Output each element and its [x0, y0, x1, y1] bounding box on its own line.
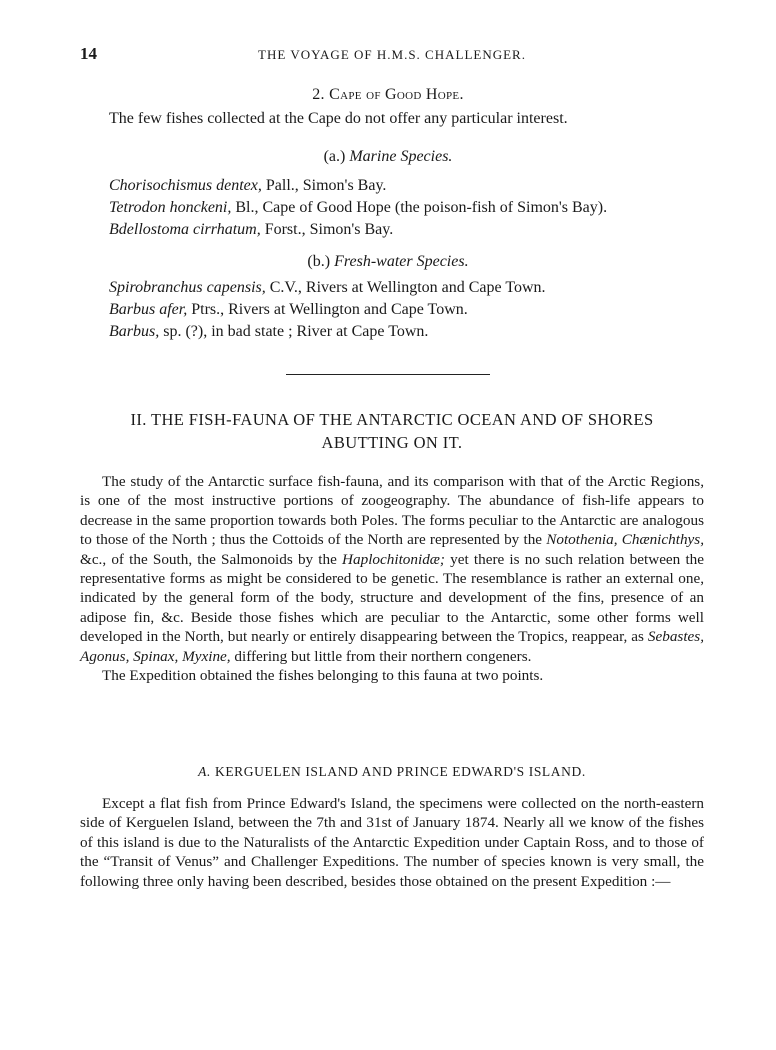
- section-title-line: II. THE FISH-FAUNA OF THE ANTARCTIC OCEAN AND OF SHORES: [130, 410, 654, 429]
- species-name: Spirobranchus capensis,: [109, 279, 266, 296]
- paragraph-kerguelen: Except a flat fish from Prince Edward's Island, the specimens were collected on the north-eastern side of Kerguelen Island, between the 7th and 31st of January 1874. Nearly all we know of the fishes of this island is due to the Naturalists of the Antarctic Expedition under Captain Ross, and to those of the “Transit of Venus” and Challenger Expeditions. The number of species known is very small, the following three only having been described, besides those obtained on the present Expedition :—: [80, 795, 704, 890]
- fresh-heading-label: Fresh-water Species.: [334, 253, 469, 270]
- cape-section-title: 2. Cape of Good Hope.: [312, 86, 464, 103]
- species-name: Barbus,: [109, 323, 160, 340]
- page-header: [80, 44, 704, 70]
- fresh-water-species-heading: [0, 253, 776, 271]
- species-entry: [109, 299, 546, 321]
- subsection-title: [80, 764, 704, 780]
- species-entry: [109, 321, 546, 343]
- species-locality: Ptrs., Rivers at Wellington and Cape Town.: [187, 301, 468, 318]
- species-locality: sp. (?), in bad state ; River at Cape Town.: [159, 323, 429, 340]
- body-paragraphs: [80, 472, 704, 685]
- species-name: Barbus afer,: [109, 301, 188, 318]
- cape-intro: The few fishes collected at the Cape do not offer any particular interest.: [109, 110, 568, 127]
- fresh-heading-prefix: (b.): [307, 253, 331, 270]
- marine-species-heading: [0, 148, 776, 166]
- text-run: The study of the Antarctic surface fish-fauna, and its comparison with that of the Arctic Regions, is one of the most instructive portions of zoogeography. The abundance of fish-life appears to decrease in the same proportion towards both Poles. The forms peculiar to the Antarctic are analogous to those of the North ; thus the Cottoids of the North are represented by the: [80, 473, 704, 549]
- taxon-name: Chænichthys,: [621, 531, 704, 549]
- species-locality: C.V., Rivers at Wellington and Cape Town.: [265, 279, 546, 296]
- kerguelen-paragraph-block: [80, 794, 704, 891]
- species-name: Bdellostoma cirrhatum,: [109, 221, 261, 238]
- text-run: differing but little from their northern congeners.: [230, 647, 532, 665]
- marine-heading-label: Marine Species.: [349, 148, 453, 165]
- section-title: [80, 408, 704, 454]
- section-divider: [286, 374, 490, 375]
- species-entry: [109, 277, 546, 299]
- text-run: yet there is no such relation between the representative forms as might be considered to be genetic. The resemblance is rather an external one, indicated by the general form of the body, structure and development of the fins, presence of an adipose fin, &c. Beside those fishes which are peculiar to the Antarctic, some other forms well developed in the North, but nearly or entirely disappearing between the Tropics, reappear, as: [80, 550, 704, 646]
- taxon-name: Sebastes, Agonus, Spinax, Myxine,: [80, 628, 704, 665]
- species-entry: [109, 219, 607, 241]
- subsection-title-text: KERGUELEN ISLAND AND PRINCE EDWARD'S ISLAND.: [211, 764, 586, 779]
- marine-species-list: [109, 175, 607, 241]
- taxon-name: Haplochitonidæ;: [342, 550, 445, 568]
- species-locality: Bl., Cape of Good Hope (the poison-fish of Simon's Bay).: [231, 199, 608, 216]
- species-name: Tetrodon honckeni,: [109, 199, 232, 216]
- text-run: &c., of the South, the Salmonoids by the: [80, 550, 343, 568]
- species-locality: Forst., Simon's Bay.: [260, 221, 394, 238]
- fresh-water-species-list: [109, 277, 546, 343]
- species-entry: [109, 197, 607, 219]
- species-name: Chorisochismus dentex,: [109, 177, 262, 194]
- taxon-name: Notothenia,: [546, 531, 618, 549]
- section-title-line: ABUTTING ON IT.: [321, 433, 463, 452]
- subsection-letter: A.: [198, 764, 211, 779]
- species-entry: [109, 175, 607, 197]
- marine-heading-prefix: (a.): [323, 148, 346, 165]
- paragraph-antarctic-fauna: [80, 472, 704, 666]
- paragraph-two-points: The Expedition obtained the fishes belonging to this fauna at two points.: [102, 667, 544, 685]
- page-number: 14: [80, 44, 97, 63]
- species-locality: Pall., Simon's Bay.: [261, 177, 387, 194]
- running-title: THE VOYAGE OF H.M.S. CHALLENGER.: [258, 47, 526, 62]
